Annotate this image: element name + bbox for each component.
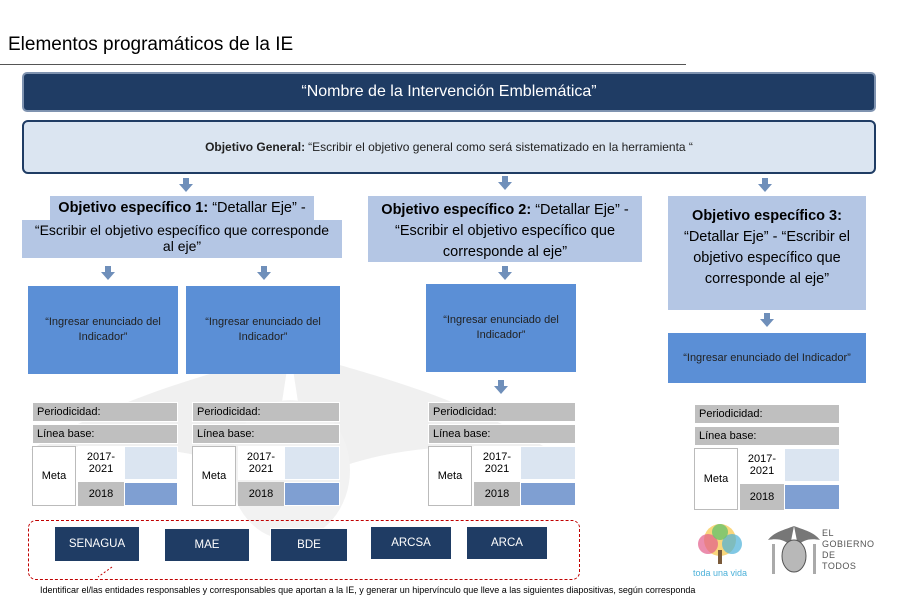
meta-value-cell[interactable] <box>284 482 340 506</box>
entity-button-arca[interactable]: ARCA <box>466 526 548 560</box>
general-objective-text: “Escribir el objetivo general como será sistematizado en la herramienta “ <box>308 140 693 154</box>
objective-3-axis: “Detallar Eje” - <box>684 229 778 245</box>
indicator-box-2[interactable]: “Ingresar enunciado del Indicador” <box>186 286 340 374</box>
down-arrow-icon <box>101 266 115 280</box>
title-underline <box>0 64 686 65</box>
tree-logo-text: toda una vida <box>692 568 748 578</box>
baseline-row: Línea base: <box>192 424 340 444</box>
objective-2-label: Objetivo específico 2: <box>381 202 532 218</box>
year-label: 2018 <box>238 482 284 506</box>
year-range-label: 2017-2021 <box>740 448 784 482</box>
specific-objective-3 <box>668 196 866 310</box>
objective-3-text: “Escribir el objetivo específico que corresponde al eje” <box>693 229 850 287</box>
down-arrow-icon <box>498 266 512 280</box>
year-label: 2018 <box>474 482 520 506</box>
year-label: 2018 <box>740 484 784 510</box>
indicator-box-4[interactable]: “Ingresar enunciado del Indicador” <box>668 333 866 383</box>
objective-2-axis: “Detallar Eje” <box>535 202 620 218</box>
specific-objective-2 <box>368 196 642 262</box>
entity-button-senagua[interactable]: SENAGUA <box>54 526 140 562</box>
general-objective-box <box>22 120 876 174</box>
footnote: Identificar el/las entidades responsables y corresponsables que aportan a la IE, y generar un hipervínculo que lleve a las siguientes diapositivas, según corresponda <box>40 585 696 595</box>
meta-label: Meta <box>694 448 738 510</box>
meta-value-cell[interactable] <box>520 446 576 480</box>
entity-button-bde[interactable]: BDE <box>270 528 348 562</box>
down-arrow-icon <box>494 380 508 394</box>
objective-2-text: - “Escribir el objetivo específico que corresponde al eje” <box>394 202 629 260</box>
objective-1-axis: “Detallar Eje” - <box>212 200 306 216</box>
objective-1-text: “Escribir el objetivo específico que corresponde al eje” <box>22 220 342 258</box>
year-range-label: 2017-2021 <box>474 446 520 480</box>
entity-button-mae[interactable]: MAE <box>164 528 250 562</box>
gobierno-logo-text: EL GOBIERNO DE TODOS <box>822 528 875 571</box>
meta-value-cell[interactable] <box>520 482 576 506</box>
down-arrow-icon <box>760 313 774 327</box>
down-arrow-icon <box>179 178 193 192</box>
indicator-box-3[interactable]: “Ingresar enunciado del Indicador” <box>426 284 576 372</box>
meta-value-cell[interactable] <box>124 446 178 480</box>
year-range-label: 2017-2021 <box>238 446 284 480</box>
general-objective-label: Objetivo General: <box>205 140 306 154</box>
coat-of-arms-icon <box>766 522 822 578</box>
meta-value-cell[interactable] <box>284 446 340 480</box>
meta-label: Meta <box>32 446 76 506</box>
baseline-row: Línea base: <box>694 426 840 446</box>
year-range-label: 2017-2021 <box>78 446 124 480</box>
year-label: 2018 <box>78 482 124 506</box>
indicator-box-1[interactable]: “Ingresar enunciado del Indicador” <box>28 286 178 374</box>
periodicity-row: Periodicidad: <box>32 402 178 422</box>
meta-label: Meta <box>428 446 472 506</box>
intervention-name-banner: “Nombre de la Intervención Emblemática” <box>22 72 876 112</box>
meta-value-cell[interactable] <box>124 482 178 506</box>
down-arrow-icon <box>758 178 772 192</box>
callout-pointer-icon <box>96 566 114 578</box>
entity-button-arcsa[interactable]: ARCSA <box>370 526 452 560</box>
meta-value-cell[interactable] <box>784 448 840 482</box>
down-arrow-icon <box>257 266 271 280</box>
periodicity-row: Periodicidad: <box>428 402 576 422</box>
periodicity-row: Periodicidad: <box>192 402 340 422</box>
meta-label: Meta <box>192 446 236 506</box>
tree-logo-icon <box>684 520 756 580</box>
page-title: Elementos programáticos de la IE <box>8 34 294 55</box>
down-arrow-icon <box>498 176 512 190</box>
objective-3-label: Objetivo específico 3: <box>692 208 842 224</box>
meta-value-cell[interactable] <box>784 484 840 510</box>
baseline-row: Línea base: <box>32 424 178 444</box>
objective-1-label: Objetivo específico 1: <box>58 200 209 216</box>
periodicity-row: Periodicidad: <box>694 404 840 424</box>
specific-objective-1 <box>22 196 342 258</box>
baseline-row: Línea base: <box>428 424 576 444</box>
